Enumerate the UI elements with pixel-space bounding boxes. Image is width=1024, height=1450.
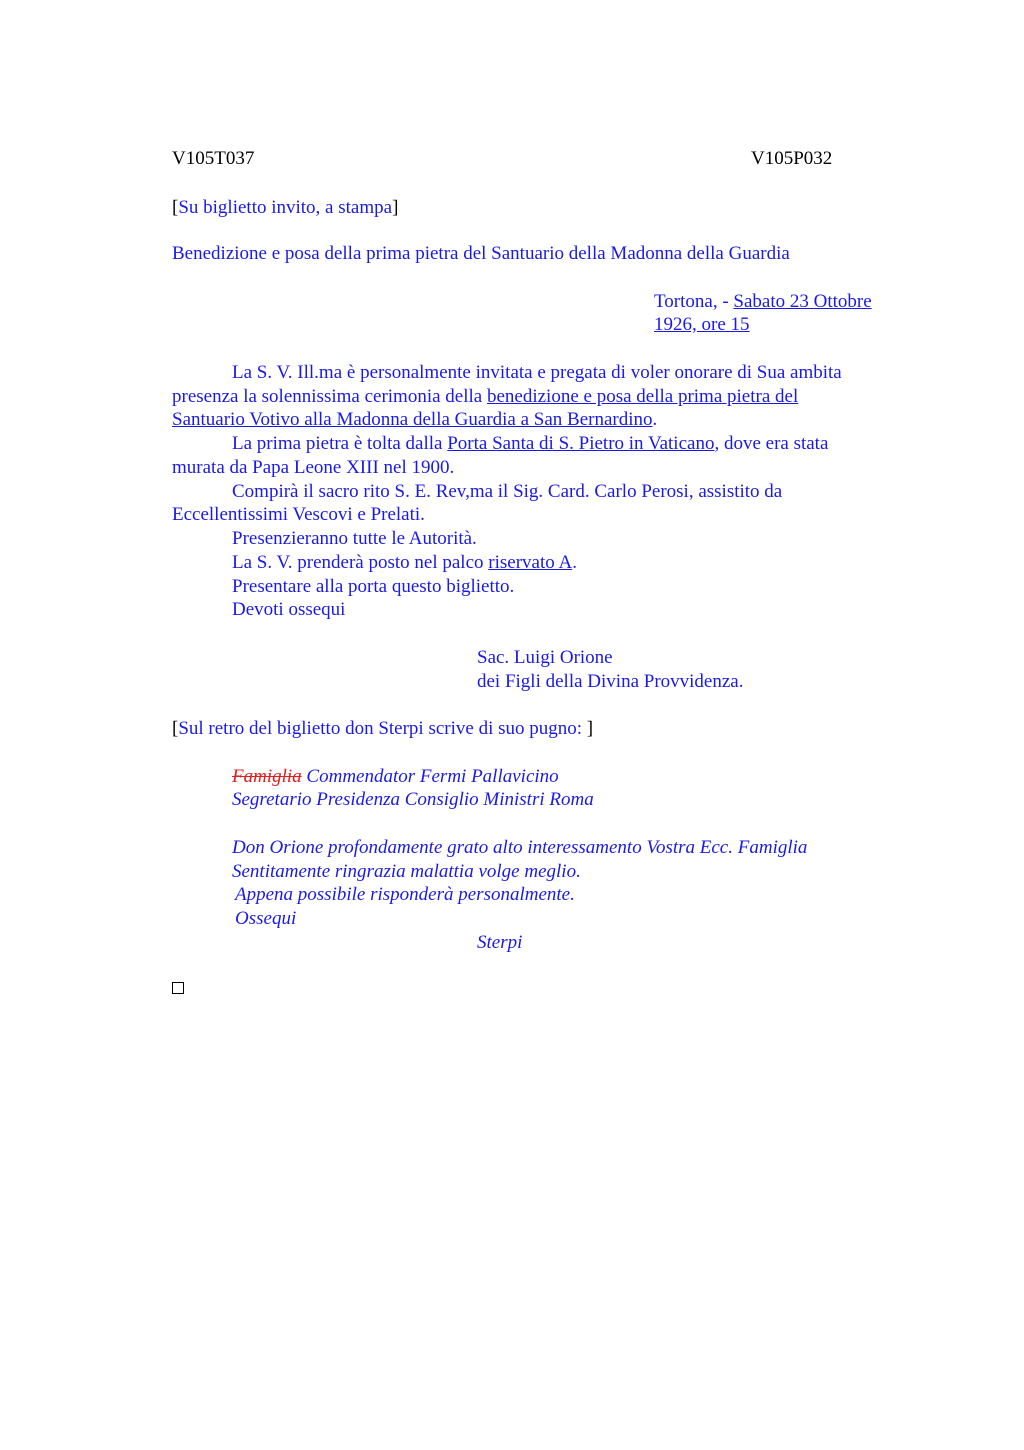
handwritten-addressee-line2: Segretario Presidenza Consiglio Ministri Roma <box>232 789 594 810</box>
body-text: presenza la solennissima cerimonia della <box>172 386 487 407</box>
body-p2-line1 <box>232 432 828 455</box>
body-text: . <box>652 409 658 430</box>
body-p1-line3 <box>172 408 657 431</box>
body-p1-line2 <box>172 385 798 408</box>
body-text: La prima pietra è tolta dalla <box>232 433 448 454</box>
bracket-close: ] <box>586 718 594 739</box>
dateline-line2 <box>654 313 750 336</box>
struck-word: Famiglia <box>232 766 302 787</box>
header-right-code: V105P032 <box>751 148 833 169</box>
body-underlined-text: benedizione e posa della prima pietra del <box>486 386 799 407</box>
dateline-place: Tortona, - <box>654 291 734 312</box>
document-title: Benedizione e posa della prima pietra del Santuario della Madonna della Guardia <box>172 243 790 264</box>
invite-note-text: Su biglietto invito, a stampa <box>178 197 393 218</box>
bracket-close: ] <box>392 197 399 218</box>
back-note-text: Sul retro del biglietto don Sterpi scrive di suo pugno: <box>178 718 587 739</box>
body-text: , dove era stata <box>714 433 829 454</box>
body-p3-line2: Eccellentissimi Vescovi e Prelati. <box>172 504 425 525</box>
handwritten-msg-line4: Ossequi <box>235 908 297 929</box>
invite-note <box>172 196 398 219</box>
body-p3-line1: Compirà il sacro rito S. E. Rev,ma il Sig. Card. Carlo Perosi, assistito da <box>232 481 783 502</box>
body-p7: Devoti ossequi <box>232 599 346 620</box>
body-text: . <box>572 552 577 573</box>
body-p6: Presentare alla porta questo biglietto. <box>232 576 515 597</box>
bracket-open: [ <box>172 197 179 218</box>
addressee-name: Commendator Fermi Pallavicino <box>301 766 559 787</box>
dateline-line1 <box>654 290 872 313</box>
handwritten-msg-line3: Appena possibile risponderà personalmente. <box>235 884 575 905</box>
bracket-open: [ <box>172 718 179 739</box>
handwritten-msg-line2: Sentitamente ringrazia malattia volge meglio. <box>232 861 581 882</box>
signature-line1: Sac. Luigi Orione <box>477 647 613 668</box>
header-left-code: V105T037 <box>172 148 255 169</box>
signature-line2: dei Figli della Divina Provvidenza. <box>477 671 744 692</box>
body-p1-line1: La S. V. Ill.ma è personalmente invitata e pregata di voler onorare di Sua ambita <box>232 362 842 383</box>
body-underlined-text: riservato A <box>488 552 573 573</box>
handwritten-addressee-line1 <box>232 765 559 788</box>
dateline-time: 1926, ore 15 <box>654 314 750 335</box>
body-text: La S. V. prenderà posto nel palco <box>232 552 489 573</box>
body-underlined-text: Porta Santa di S. Pietro in Vaticano <box>447 433 715 454</box>
body-p5 <box>232 551 577 574</box>
body-p2-line2: murata da Papa Leone XIII nel 1900. <box>172 457 455 478</box>
handwritten-signer: Sterpi <box>477 932 523 953</box>
body-p4: Presenzieranno tutte le Autorità. <box>232 528 477 549</box>
body-underlined-text: Santuario Votivo alla Madonna della Guardia a San Bernardino <box>172 409 653 430</box>
end-marker-box-icon <box>172 982 184 994</box>
handwritten-msg-line1: Don Orione profondamente grato alto interessamento Vostra Ecc. Famiglia <box>232 837 808 858</box>
back-note <box>172 717 593 740</box>
dateline-date: Sabato 23 Ottobre <box>733 291 872 312</box>
